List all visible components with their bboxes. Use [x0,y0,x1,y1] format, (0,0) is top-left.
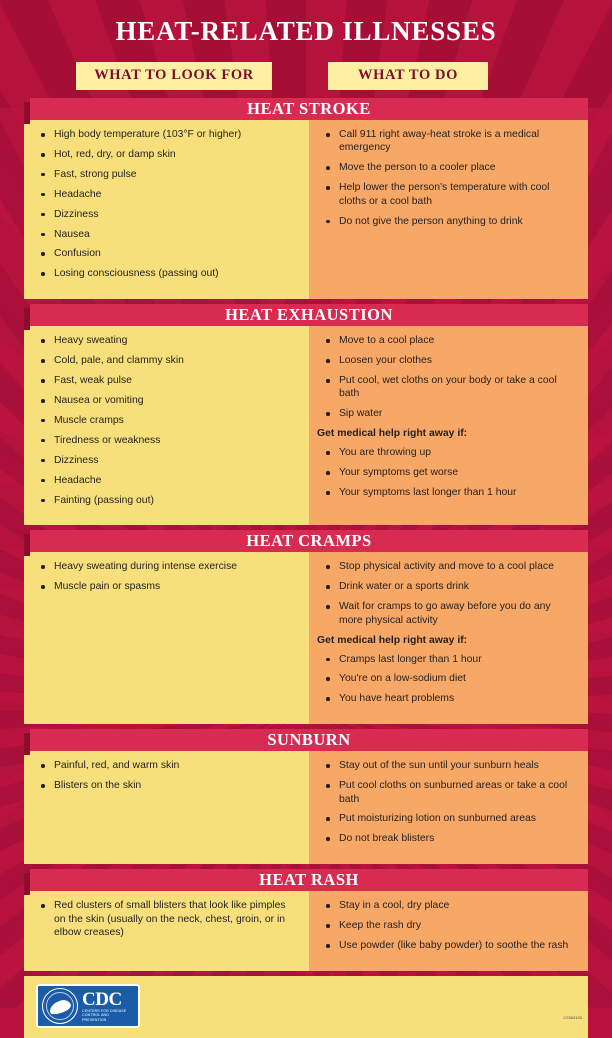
list-item: Do not give the person anything to drink [337,215,576,228]
list-item: You are throwing up [337,446,576,459]
look-for-list [32,334,299,507]
list-item: Headache [52,474,299,487]
list-item: Dizziness [52,208,299,221]
list-item: Use powder (like baby powder) to soothe the rash [337,939,576,952]
list-item: Fast, weak pulse [52,374,299,387]
list-item: Blisters on the skin [52,779,299,792]
section-title-bar [30,304,588,326]
what-to-do-list [317,334,576,421]
page-title: HEAT-RELATED ILLNESSES [115,15,497,46]
section-title: HEAT RASH [259,870,359,890]
panel-look-for [24,891,309,971]
section-body [24,751,588,864]
section-title-row [24,304,588,326]
panel-look-for [24,326,309,525]
section-title: SUNBURN [267,730,351,750]
list-item: Sip water [337,407,576,420]
document-code: CS363103 [563,1016,582,1020]
look-for-list [32,560,299,593]
list-item: Put cool, wet cloths on your body or take a cool bath [337,374,576,401]
section [24,530,588,724]
what-to-do-list [317,899,576,952]
list-item: Stay in a cool, dry place [337,899,576,912]
list-item: Muscle pain or spasms [52,580,299,593]
list-item: Nausea or vomiting [52,394,299,407]
section-body [24,891,588,971]
list-item: Cold, pale, and clammy skin [52,354,299,367]
panel-look-for [24,120,309,299]
what-to-do-list [317,759,576,846]
list-item: You're on a low-sodium diet [337,672,576,685]
section [24,304,588,525]
look-for-list [32,899,299,939]
panel-look-for [24,751,309,864]
list-item: Stay out of the sun until your sunburn heals [337,759,576,772]
list-item: Fainting (passing out) [52,494,299,507]
list-item: Drink water or a sports drink [337,580,576,593]
list-item: Losing consciousness (passing out) [52,267,299,280]
urgent-subheading: Get medical help right away if: [317,428,468,440]
list-item: Help lower the person's temperature with cool cloths or a cool bath [337,181,576,208]
hhs-seal-icon [42,988,78,1024]
what-to-do-list [317,560,576,627]
list-item: Muscle cramps [52,414,299,427]
list-item: Put cool cloths on sunburned areas or take a cool bath [337,779,576,806]
section-title: HEAT STROKE [247,99,371,118]
list-item: Cramps last longer than 1 hour [337,653,576,666]
panel-what-to-do [309,891,588,971]
list-item: Do not break blisters [337,832,576,845]
section-title-bar [30,729,588,751]
list-item: Heavy sweating during intense exercise [52,560,299,573]
list-item: Confusion [52,247,299,260]
panel-what-to-do [309,326,588,525]
list-item: Headache [52,188,299,201]
cdc-wordmark: CDC [82,988,122,1010]
urgent-subheading: Get medical help right away if: [317,634,468,646]
list-item: Loosen your clothes [337,354,576,367]
list-item: Move the person to a cooler place [337,161,576,174]
section-body [24,326,588,525]
sections-container [24,98,588,971]
panel-what-to-do [309,751,588,864]
list-item: Fast, strong pulse [52,168,299,181]
look-for-list [32,759,299,792]
list-item: Nausea [52,228,299,241]
section-title-row [24,98,588,120]
section [24,729,588,864]
urgent-list [317,446,576,499]
cdc-logo [36,984,140,1028]
section [24,98,588,299]
section-title-bar [30,530,588,552]
list-item: Tiredness or weakness [52,434,299,447]
poster-header [0,0,612,62]
list-item: Call 911 right away-heat stroke is a medical emergency [337,128,576,155]
list-item: High body temperature (103°F or higher) [52,128,299,141]
column-headers [0,62,612,90]
urgent-list [317,653,576,706]
section-title-bar [30,869,588,891]
section-title-row [24,869,588,891]
section-body [24,552,588,724]
section-title: HEAT EXHAUSTION [225,305,393,325]
list-item: Heavy sweating [52,334,299,347]
look-for-list [32,128,299,281]
panel-look-for [24,552,309,724]
section-title-bar [30,98,588,120]
list-item: Painful, red, and warm skin [52,759,299,772]
list-item: Stop physical activity and move to a cool place [337,560,576,573]
section-title-row [24,530,588,552]
cdc-tagline: CENTERS FOR DISEASE CONTROL AND PREVENTION [82,1008,127,1022]
list-item: Red clusters of small blisters that look like pimples on the skin (usually on the neck, chest, groin, or in elbow creases) [52,899,299,939]
section [24,869,588,971]
list-item: Move to a cool place [337,334,576,347]
list-item: Your symptoms get worse [337,466,576,479]
section-title-row [24,729,588,751]
column-header-look-for: WHAT TO LOOK FOR [76,62,272,90]
list-item: Put moisturizing lotion on sunburned areas [337,812,576,825]
list-item: You have heart problems [337,692,576,705]
section-body [24,120,588,299]
panel-what-to-do [309,552,588,724]
column-header-what-to-do: WHAT TO DO [328,62,488,90]
panel-what-to-do [309,120,588,299]
list-item: Keep the rash dry [337,919,576,932]
section-title: HEAT CRAMPS [246,531,372,551]
list-item: Hot, red, dry, or damp skin [52,148,299,161]
what-to-do-list [317,128,576,228]
list-item: Your symptoms last longer than 1 hour [337,486,576,499]
list-item: Wait for cramps to go away before you do any more physical activity [337,600,576,627]
list-item: Dizziness [52,454,299,467]
poster-footer [24,976,588,1038]
